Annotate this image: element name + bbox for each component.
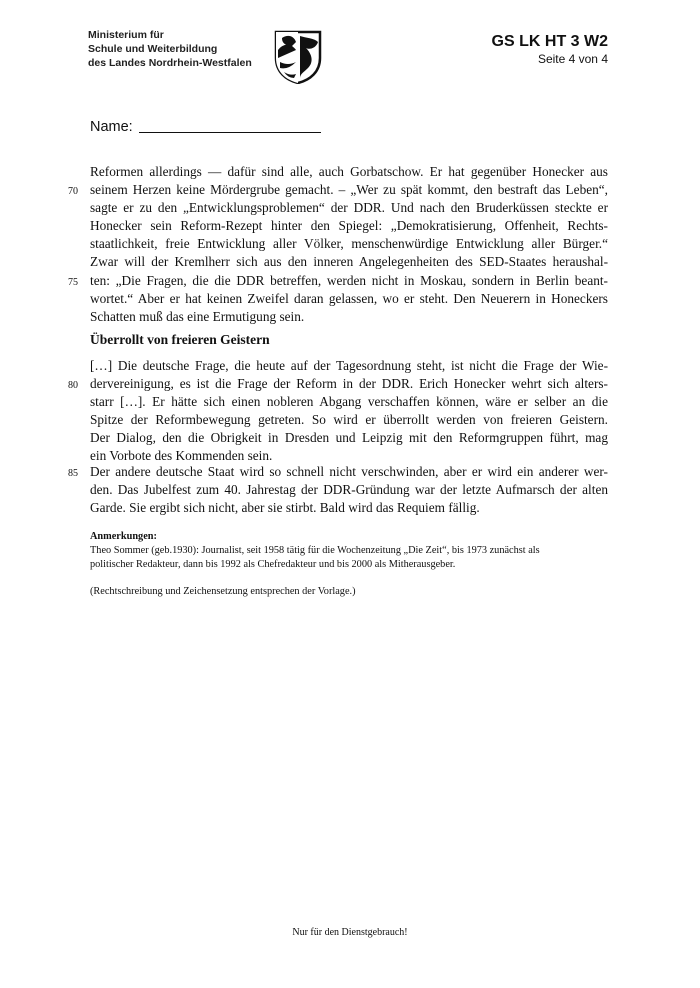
paragraph-1 bbox=[68, 163, 608, 326]
line-number: 80 bbox=[68, 380, 78, 392]
paragraph-3 bbox=[68, 463, 608, 517]
nrw-coat-of-arms-icon bbox=[272, 28, 324, 84]
text-line: Honecker sein Reform-Rezept hinter den Spiegel: „Demokratisierung, Offenheit, Rechts- bbox=[90, 218, 608, 234]
ministry-name bbox=[88, 28, 252, 70]
name-blank-line[interactable] bbox=[139, 118, 321, 133]
line-number: 70 bbox=[68, 186, 78, 198]
annotations-title: Anmerkungen: bbox=[90, 531, 157, 542]
annotation-line: Theo Sommer (geb.1930): Journalist, seit 1958 tätig für die Wochenzeitung „Die Zeit“, bis 1973 zunächst als bbox=[90, 545, 540, 556]
footer-notice: Nur für den Dienstgebrauch! bbox=[292, 927, 408, 938]
line-number: 75 bbox=[68, 276, 78, 288]
name-label: Name: bbox=[90, 119, 133, 135]
exam-code: GS LK HT 3 W2 bbox=[491, 33, 608, 50]
text-line: 80 dervereinigung, es ist die Frage der Reform in der DDR. Erich Honecker wehrt sich alters- bbox=[90, 375, 608, 393]
text-line: Zwar will der Kremlherr sich aus den inneren Angelegenheiten des SED-Staates heraushal- bbox=[90, 254, 608, 270]
ministry-line: Ministerium für bbox=[88, 29, 164, 41]
section-heading: Überrollt von freieren Geistern bbox=[90, 332, 270, 347]
text-line: wortet.“ Aber er hat keinen Zweifel daran gelassen, wo er steht. Den Neuerern in Honeckers bbox=[90, 290, 608, 306]
page-indicator: Seite 4 von 4 bbox=[537, 52, 608, 66]
document-code bbox=[492, 32, 608, 66]
ministry-line: Schule und Weiterbildung bbox=[88, 43, 218, 55]
text-line: staatlichkeit, freie Entwicklung aller Völker, menschenwürdige Entwicklung aller Bürger.“ bbox=[90, 236, 608, 252]
text-line: den. Das Jubelfest zum 40. Jahrestag der DDR-Gründung war der letzte Aufmarsch der alten bbox=[90, 482, 608, 498]
text-line: Schatten muß das eine Ermutigung sein. bbox=[90, 308, 305, 324]
source-note: (Rechtschreibung und Zeichensetzung entsprechen der Vorlage.) bbox=[90, 586, 356, 597]
annotations bbox=[90, 530, 620, 572]
annotation-line: politischer Redakteur, dann bis 1992 als Chefredakteur und bis 2000 als Mitherausgeber. bbox=[90, 559, 456, 570]
text-line: Reformen allerdings — dafür sind alle, auch Gorbatschow. Er hat gegenüber Honecker aus bbox=[90, 164, 608, 179]
text-line: ein Vorbote des Kommenden sein. bbox=[90, 448, 273, 464]
text-line: 70 seinem Herzen keine Mördergrube gemacht. – „Wer zu spät kommt, den bestraft das Leben“, bbox=[90, 181, 608, 199]
text-line: sagte er zu den „Entwicklungsproblemen“ der DDR. Und nach den Bruderküssen steckte er bbox=[90, 200, 608, 216]
ministry-line: des Landes Nordrhein-Westfalen bbox=[88, 57, 252, 69]
paragraph-2 bbox=[68, 357, 608, 466]
text-line: 85 Der andere deutsche Staat wird so schnell nicht verschwinden, aber er wird ein anderer wer- bbox=[90, 463, 608, 481]
text-line: Der Dialog, den die Obrigkeit in Dresden und Leipzig mit den Reformgruppen führt, mag bbox=[90, 430, 608, 446]
line-number: 85 bbox=[68, 468, 78, 479]
text-line: starr […]. Er hätte sich einen nobleren Abgang verschaffen können, wäre er selber an die bbox=[90, 394, 608, 410]
name-field bbox=[90, 118, 321, 135]
text-line: Spitze der Reformbewegung getreten. So wird er überrollt werden von freieren Geistern. bbox=[90, 412, 608, 428]
text-line: 75 ten: „Die Fragen, die die DDR betreffen, werden nicht in Moskau, sondern in Berlin beant- bbox=[90, 272, 608, 290]
text-line: Garde. Sie ergibt sich nicht, aber sie stirbt. Bald wird das Requiem fällig. bbox=[90, 500, 480, 516]
text-line: […] Die deutsche Frage, die heute auf der Tagesordnung steht, ist nicht die Frage der Wie- bbox=[90, 358, 608, 373]
